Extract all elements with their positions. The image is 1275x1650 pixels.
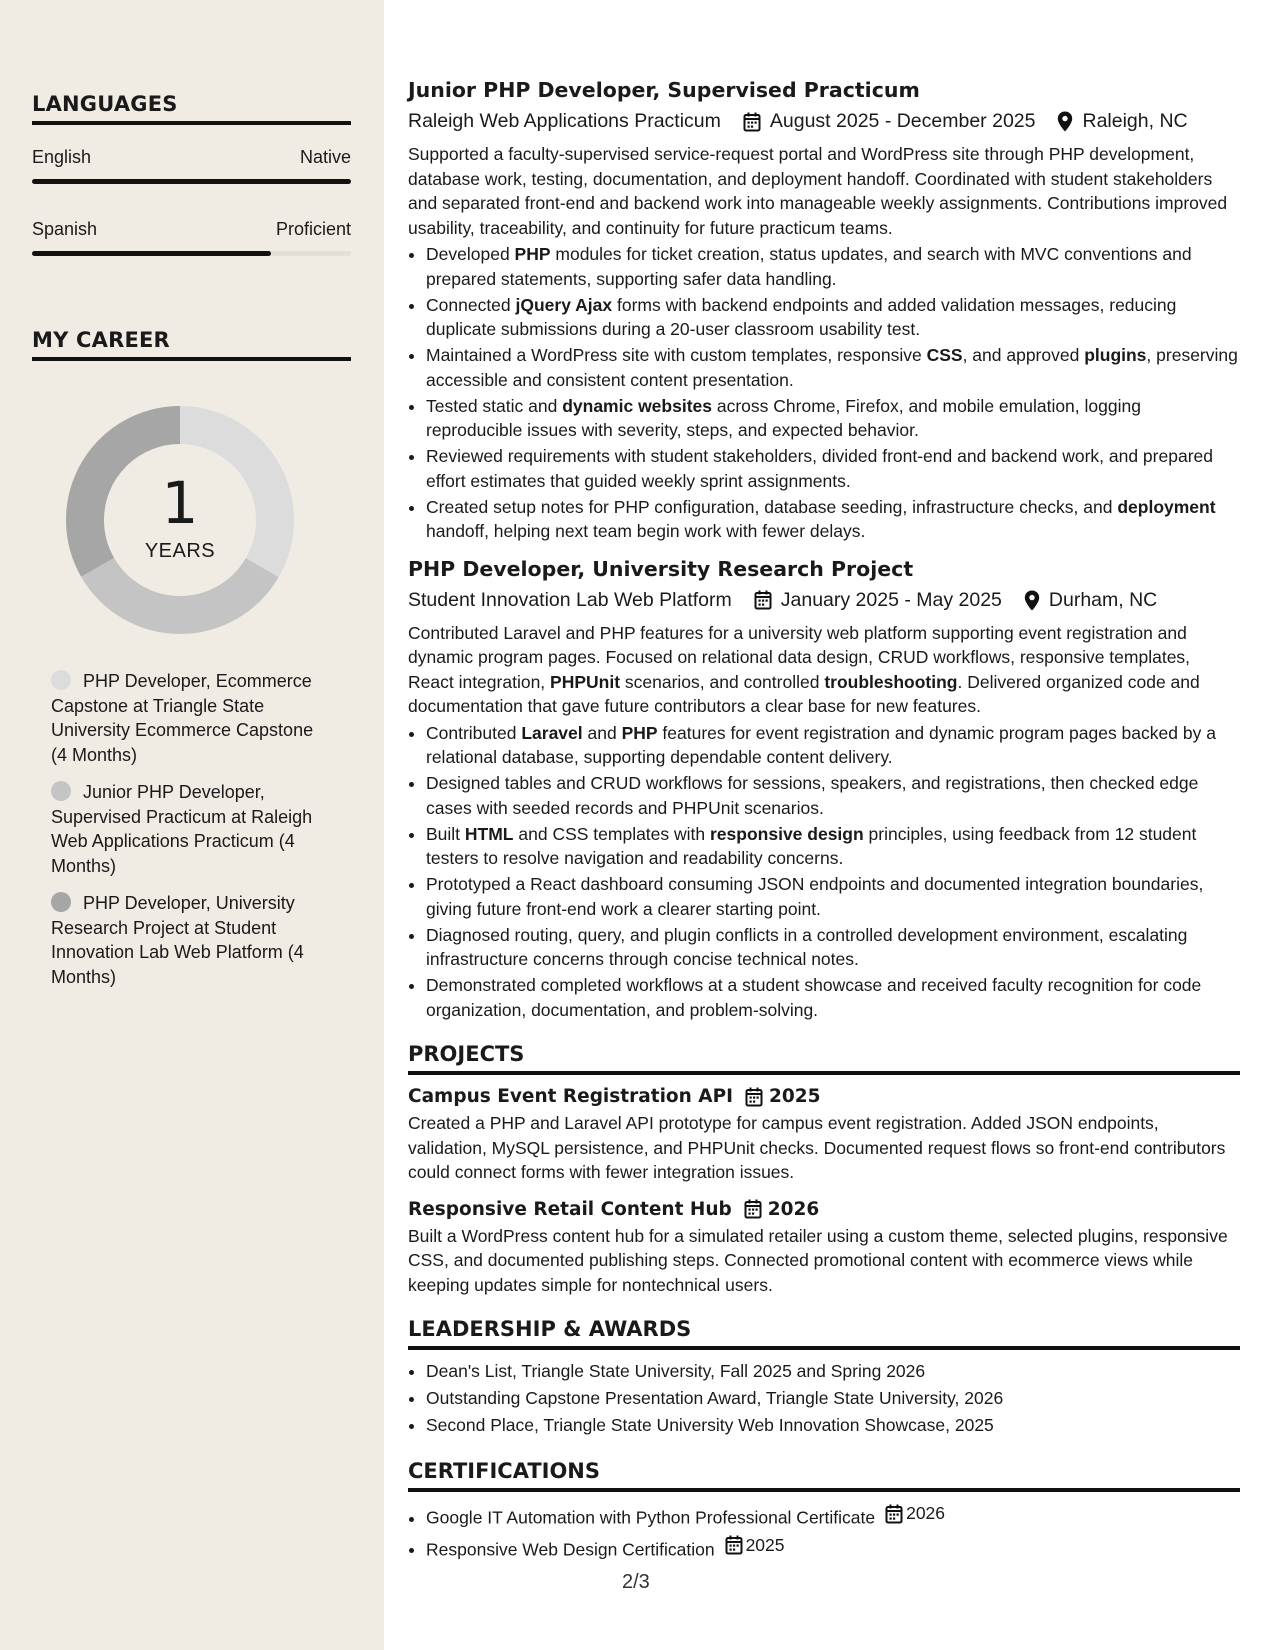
bullet-item: • Reviewed requirements with student stakeholders, divided front-end and backend work, and prepared effort estimates that guided weekly sprint assignments. <box>426 444 1240 493</box>
language-item <box>32 219 351 256</box>
project-title-row <box>408 1199 1240 1220</box>
job-meta <box>408 110 1240 133</box>
main-content <box>408 78 1240 1563</box>
bullet-item: • Diagnosed routing, query, and plugin conflicts in a controlled development environment, escalating infrastructure concerns through concise technical notes. <box>426 923 1240 972</box>
project-year: 2026 <box>767 1198 820 1220</box>
projects-list <box>408 1086 1240 1297</box>
career-item-text: PHP Developer, University Research Project at Student Innovation Lab Web Platform (4 Months) <box>51 893 304 987</box>
calendar-icon <box>885 1504 903 1524</box>
language-item <box>32 147 351 184</box>
job-location: Durham, NC <box>1048 588 1158 611</box>
languages-heading: LANGUAGES <box>32 92 351 125</box>
company-name: Raleigh Web Applications Practicum <box>408 110 721 132</box>
certification-item <box>426 1532 1240 1564</box>
career-legend-dot <box>51 781 71 801</box>
career-donut-chart <box>65 405 295 635</box>
career-legend-dot <box>51 670 71 690</box>
project-item <box>408 1086 1240 1185</box>
project-description: Built a WordPress content hub for a simulated retailer using a custom theme, selected plugins, responsive CSS, and documented publishing steps. Connected promotional content with ecommerce views while keeping updates simple for nontechnical users. <box>408 1225 1228 1295</box>
job-dates: January 2025 - May 2025 <box>780 588 1002 611</box>
award-item: • Second Place, Triangle State University Web Innovation Showcase, 2025 <box>426 1412 1240 1439</box>
sidebar <box>0 0 384 1650</box>
career-item-text: PHP Developer, Ecommerce Capstone at Triangle State University Ecommerce Capstone (4 Months) <box>51 671 314 765</box>
project-name: Responsive Retail Content Hub <box>408 1198 732 1220</box>
language-proficiency-bar <box>32 251 351 256</box>
bullet-item: • Prototyped a React dashboard consuming JSON endpoints and documented integration boundaries, giving future front-end work a clearer starting point. <box>426 872 1240 921</box>
career-list <box>51 669 326 989</box>
language-level: Proficient <box>275 219 351 239</box>
calendar-icon <box>743 112 761 132</box>
certification-date <box>885 1500 945 1527</box>
calendar-icon <box>744 1199 762 1219</box>
bullet-item: • Created setup notes for PHP configuration, database seeding, infrastructure checks, and deployment handoff, helping next team begin work with fewer delays. <box>426 495 1240 544</box>
career-legend-dot <box>51 892 71 912</box>
bullet-item: • Designed tables and CRUD workflows for sessions, speakers, and registrations, then checked edge cases with seeded records and PHPUnit scenarios. <box>426 771 1240 820</box>
career-item-text: Junior PHP Developer, Supervised Practicum at Raleigh Web Applications Practicum (4 Months) <box>51 782 313 876</box>
project-description: Created a PHP and Laravel API prototype for campus event registration. Added JSON endpoints, validation, MySQL persistence, and PHPUnit checks. Documented request flows so front-end contributors could connect forms with fewer integration issues. <box>408 1113 1226 1182</box>
certification-item <box>426 1500 1240 1532</box>
career-item <box>51 669 326 767</box>
certifications-heading: CERTIFICATIONS <box>408 1459 1240 1492</box>
certification-name: Google IT Automation with Python Professional Certificate <box>426 1507 876 1528</box>
bullet-item: • Demonstrated completed workflows at a student showcase and received faculty recognition for code organization, documentation, and problem-solving. <box>426 973 1240 1022</box>
job-summary: Supported a faculty-supervised service-request portal and WordPress site through PHP development, database work, testing, documentation, and deployment handoff. Coordinated with student stakeholders and separated front-end and backend work into manageable weekly assignments. Contributions improved usability, traceability, and continuity for future practicum teams. <box>408 144 1228 238</box>
experience-item <box>408 557 1240 1023</box>
calendar-icon <box>725 1535 743 1555</box>
project-title-row <box>408 1086 1240 1107</box>
certification-year: 2026 <box>906 1503 946 1523</box>
calendar-icon <box>745 1087 763 1107</box>
map-pin-icon <box>1024 590 1040 611</box>
job-title: Junior PHP Developer, Supervised Practicum <box>408 78 920 102</box>
experience-list <box>408 78 1240 1022</box>
certification-name: Responsive Web Design Certification <box>426 1539 715 1559</box>
page-number: 2/3 <box>622 1571 650 1593</box>
project-name: Campus Event Registration API <box>408 1086 734 1107</box>
job-bullets <box>408 721 1240 1023</box>
project-year: 2025 <box>769 1086 821 1107</box>
job-dates: August 2025 - December 2025 <box>769 110 1036 132</box>
job-title: PHP Developer, University Research Project <box>408 556 914 581</box>
map-pin-icon <box>1057 111 1073 132</box>
bullet-item: • Connected jQuery Ajax forms with backend endpoints and added validation messages, reducing duplicate submissions during a 20-user classroom usability test. <box>426 293 1240 342</box>
career-item <box>51 780 326 878</box>
award-item: • Outstanding Capstone Presentation Award, Triangle State University, 2026 <box>426 1385 1240 1412</box>
project-item <box>408 1199 1240 1298</box>
leadership-list <box>408 1358 1240 1439</box>
calendar-icon <box>754 590 772 610</box>
language-proficiency-fill <box>32 179 351 184</box>
job-location: Raleigh, NC <box>1082 110 1188 132</box>
leadership-heading: LEADERSHIP & AWARDS <box>408 1317 1240 1350</box>
company-name: Student Innovation Lab Web Platform <box>408 588 732 611</box>
bullet-item: • Built HTML and CSS templates with responsive design principles, using feedback from 12 student testers to resolve navigation and readability concerns. <box>426 822 1240 871</box>
experience-item <box>408 78 1240 544</box>
bullet-item: • Developed PHP modules for ticket creation, status updates, and search with MVC conventions and prepared statements, supporting safer data handling. <box>426 242 1240 291</box>
bullet-item: • Contributed Laravel and PHP features for event registration and dynamic program pages backed by a relational database, supporting dependable content delivery. <box>426 721 1240 770</box>
career-item <box>51 891 326 989</box>
certification-year: 2025 <box>745 1534 785 1555</box>
job-summary: Contributed Laravel and PHP features for a university web platform supporting event registration and dynamic program pages. Focused on relational data design, CRUD workflows, responsive templates, React integration, PHPUnit scenarios, and controlled troubleshooting. Delivered organized code and documentation that gave future contributors a clear base for new features. <box>408 622 1200 716</box>
language-name: English <box>32 147 92 167</box>
award-item: • Dean's List, Triangle State University, Fall 2025 and Spring 2026 <box>426 1358 1240 1385</box>
career-heading: MY CAREER <box>32 328 351 361</box>
bullet-item: • Tested static and dynamic websites across Chrome, Firefox, and mobile emulation, logging reproducible issues with severity, steps, and expected behavior. <box>426 394 1240 443</box>
language-level: Native <box>299 147 351 167</box>
projects-heading: PROJECTS <box>408 1042 1240 1075</box>
language-proficiency-fill <box>32 251 271 256</box>
certification-date <box>725 1532 785 1559</box>
job-bullets <box>408 242 1240 544</box>
job-meta <box>408 589 1240 612</box>
language-name: Spanish <box>32 219 98 239</box>
certifications-list <box>408 1500 1240 1563</box>
sidebar-content <box>32 92 351 1002</box>
career-years-value: 1 <box>161 469 199 537</box>
language-proficiency-bar <box>32 179 351 184</box>
career-years-label: YEARS <box>144 540 216 562</box>
bullet-item: • Maintained a WordPress site with custom templates, responsive CSS, and approved plugins, preserving accessible and consistent content presentation. <box>426 343 1240 392</box>
